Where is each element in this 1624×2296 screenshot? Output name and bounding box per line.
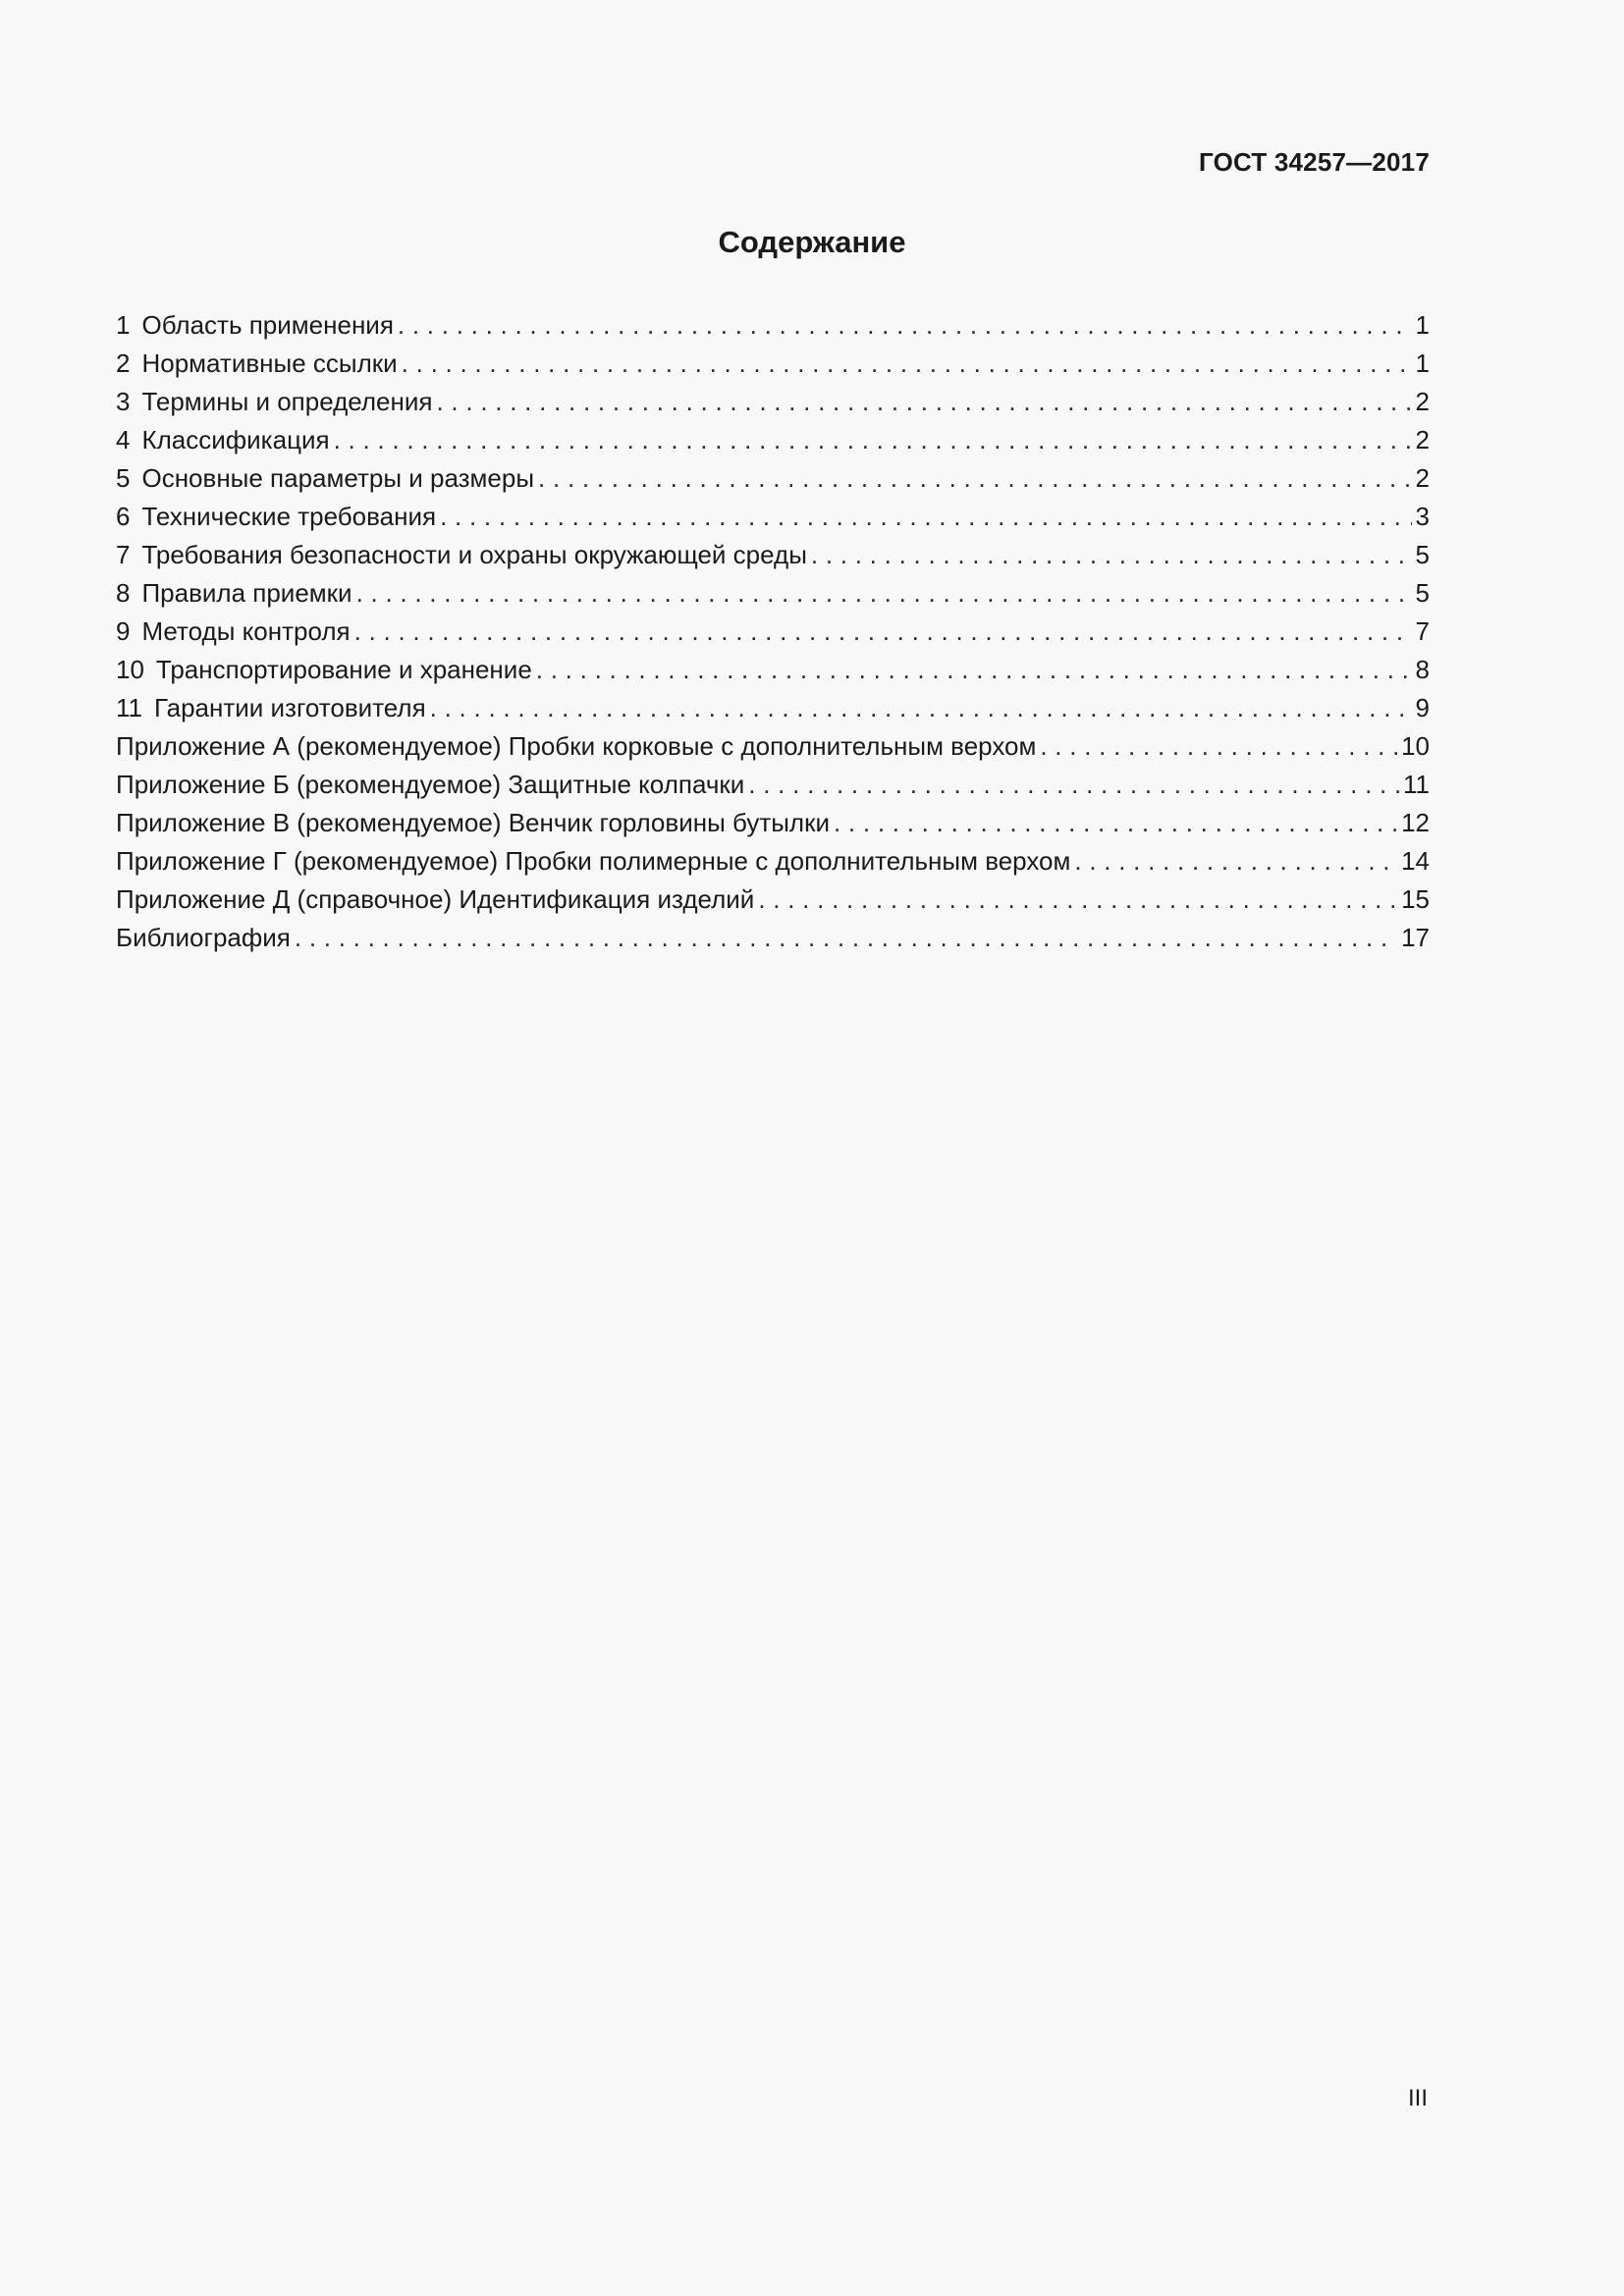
toc-entry-text: Методы контроля <box>141 616 351 646</box>
toc-leader-dots <box>440 498 1411 536</box>
toc-entry-number: 1 <box>116 310 131 340</box>
toc-leader-dots <box>354 613 1412 651</box>
toc-entry-text: Приложение А (рекомендуемое) Пробки корковые с дополнительным верхом <box>116 731 1037 761</box>
toc-entry-page: 10 <box>1401 731 1430 761</box>
toc-entry[interactable] <box>116 842 1430 881</box>
page-number: III <box>1407 2085 1428 2111</box>
toc-entry-page: 8 <box>1415 655 1430 684</box>
toc-entry[interactable] <box>116 919 1430 957</box>
toc-entry-page: 1 <box>1415 348 1430 378</box>
toc-entry-label <box>116 306 394 345</box>
toc-entry-text: Термины и определения <box>141 387 433 416</box>
toc-entry-text: Основные параметры и размеры <box>141 463 535 493</box>
toc-entry-label <box>116 689 426 727</box>
toc-entry-text: Приложение Б (рекомендуемое) Защитные колпачки <box>116 770 745 799</box>
toc-entry-page: 5 <box>1415 578 1430 608</box>
toc-leader-dots <box>402 345 1412 383</box>
toc-entry-label <box>116 459 534 498</box>
toc-entry-text: Приложение Г (рекомендуемое) Пробки полимерные с дополнительным верхом <box>116 846 1071 876</box>
toc-leader-dots <box>430 689 1412 727</box>
toc-entry-page: 12 <box>1401 808 1430 837</box>
toc-entry-label <box>116 804 830 842</box>
toc-leader-dots <box>436 383 1411 421</box>
toc-entry-page: 14 <box>1401 846 1430 876</box>
toc-leader-dots <box>1074 842 1397 881</box>
toc-entry-page: 2 <box>1415 387 1430 416</box>
toc-entry-text: Нормативные ссылки <box>141 348 398 378</box>
toc-entry[interactable] <box>116 651 1430 689</box>
toc-entry-number: 3 <box>116 387 131 416</box>
toc-entry-text: Технические требования <box>141 502 437 531</box>
toc-entry-number: 11 <box>116 693 142 722</box>
toc-entry[interactable] <box>116 421 1430 459</box>
toc-entry-text: Приложение Д (справочное) Идентификация изделий <box>116 884 755 914</box>
toc-entry-page: 2 <box>1415 425 1430 454</box>
toc-entry[interactable] <box>116 727 1430 766</box>
toc-entry-label <box>116 536 807 574</box>
toc-entry-number: 10 <box>116 655 144 684</box>
toc-entry-label <box>116 574 352 613</box>
toc-entry-label <box>116 421 330 459</box>
toc-entry-number: 6 <box>116 502 131 531</box>
toc-entry-text: Правила приемки <box>141 578 352 608</box>
toc-leader-dots <box>748 766 1399 804</box>
toc-entry-text: Библиография <box>116 923 291 952</box>
toc-leader-dots <box>536 651 1412 689</box>
toc-entry[interactable] <box>116 498 1430 536</box>
toc-leader-dots <box>538 459 1411 498</box>
toc-entry-text: Гарантии изготовителя <box>154 693 426 722</box>
toc-entry[interactable] <box>116 306 1430 345</box>
toc-leader-dots <box>295 919 1397 957</box>
document-code: ГОСТ 34257—2017 <box>1199 147 1430 177</box>
toc-entry[interactable] <box>116 345 1430 383</box>
toc-entry-number: 4 <box>116 425 131 454</box>
toc-entry-number: 5 <box>116 463 131 493</box>
toc-entry-text: Требования безопасности и охраны окружающей среды <box>141 540 807 569</box>
toc-entry-text: Область применения <box>141 310 394 340</box>
page-title: Содержание <box>718 225 906 259</box>
toc-entry-page: 2 <box>1415 463 1430 493</box>
toc-leader-dots <box>1040 727 1397 766</box>
toc-entry[interactable] <box>116 536 1430 574</box>
toc-entry[interactable] <box>116 689 1430 727</box>
toc-entry-label <box>116 842 1070 881</box>
toc-leader-dots <box>356 574 1412 613</box>
toc-entry-page: 9 <box>1415 693 1430 722</box>
toc-entry-number: 2 <box>116 348 131 378</box>
toc-entry-label <box>116 498 436 536</box>
toc-leader-dots <box>834 804 1397 842</box>
toc-entry-text: Приложение В (рекомендуемое) Венчик горловины бутылки <box>116 808 830 837</box>
toc-entry[interactable] <box>116 804 1430 842</box>
toc-entry[interactable] <box>116 766 1430 804</box>
toc-entry-page: 7 <box>1415 616 1430 646</box>
toc-entry-page: 17 <box>1401 923 1430 952</box>
toc-entry-label <box>116 919 291 957</box>
toc-leader-dots <box>811 536 1412 574</box>
toc-entry-page: 3 <box>1415 502 1430 531</box>
toc-entry[interactable] <box>116 881 1430 919</box>
toc-entry-number: 9 <box>116 616 131 646</box>
toc-entry-number: 8 <box>116 578 131 608</box>
toc-entry-page: 11 <box>1403 770 1430 799</box>
toc-leader-dots <box>758 881 1397 919</box>
toc-leader-dots <box>334 421 1412 459</box>
toc-entry-number: 7 <box>116 540 131 569</box>
toc-entry-text: Транспортирование и хранение <box>155 655 532 684</box>
toc-entry-page: 15 <box>1401 884 1430 914</box>
toc-entry[interactable] <box>116 574 1430 613</box>
toc-entry-label <box>116 345 398 383</box>
toc-entry-page: 5 <box>1415 540 1430 569</box>
toc-entry-label <box>116 881 754 919</box>
toc-entry-label <box>116 766 744 804</box>
toc-entry-label <box>116 651 532 689</box>
toc-entry-label <box>116 727 1036 766</box>
toc-entry-text: Классификация <box>141 425 330 454</box>
toc-entry-label <box>116 613 351 651</box>
toc-entry-label <box>116 383 432 421</box>
table-of-contents <box>116 306 1430 957</box>
toc-entry-page: 1 <box>1415 310 1430 340</box>
toc-leader-dots <box>398 306 1412 345</box>
toc-entry[interactable] <box>116 459 1430 498</box>
toc-entry[interactable] <box>116 383 1430 421</box>
toc-entry[interactable] <box>116 613 1430 651</box>
